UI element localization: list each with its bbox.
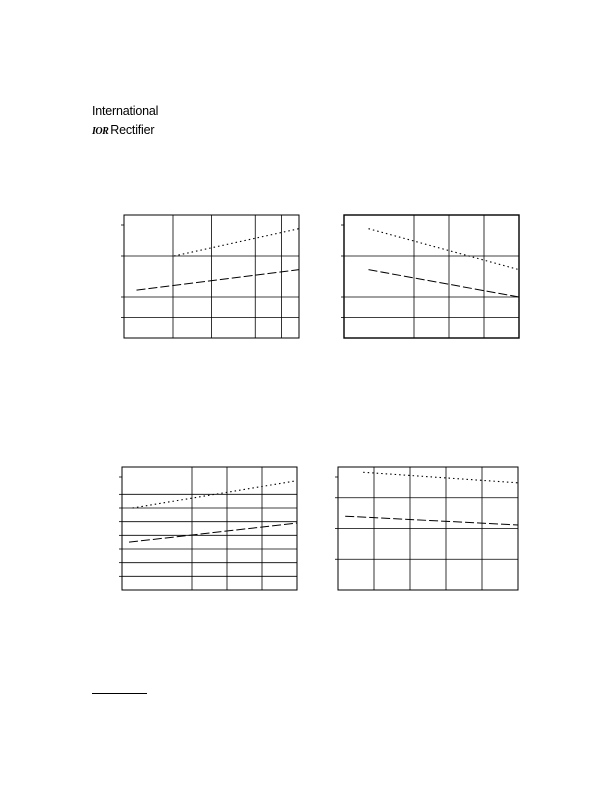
series-line-dotted [174, 229, 299, 256]
plot-frame [344, 215, 519, 338]
chart-bottom-right [334, 462, 524, 596]
series-line-dashed [137, 270, 300, 291]
series-line-dashed [129, 523, 297, 542]
chart-top-left [120, 210, 305, 344]
footnote-rule [92, 693, 147, 694]
series-line-dotted [369, 229, 520, 270]
chart-bottom-left [118, 462, 303, 596]
brand-name: International [92, 104, 159, 118]
series-line-dashed [369, 270, 520, 297]
brand-rectifier: Rectifier [110, 123, 155, 137]
chart-top-right [340, 210, 525, 344]
ior-logo-mark: IOR [92, 126, 109, 137]
brand-subline [92, 121, 154, 139]
brand-logo [92, 104, 172, 138]
series-line-dashed [345, 516, 518, 525]
series-line-dotted [363, 472, 518, 483]
